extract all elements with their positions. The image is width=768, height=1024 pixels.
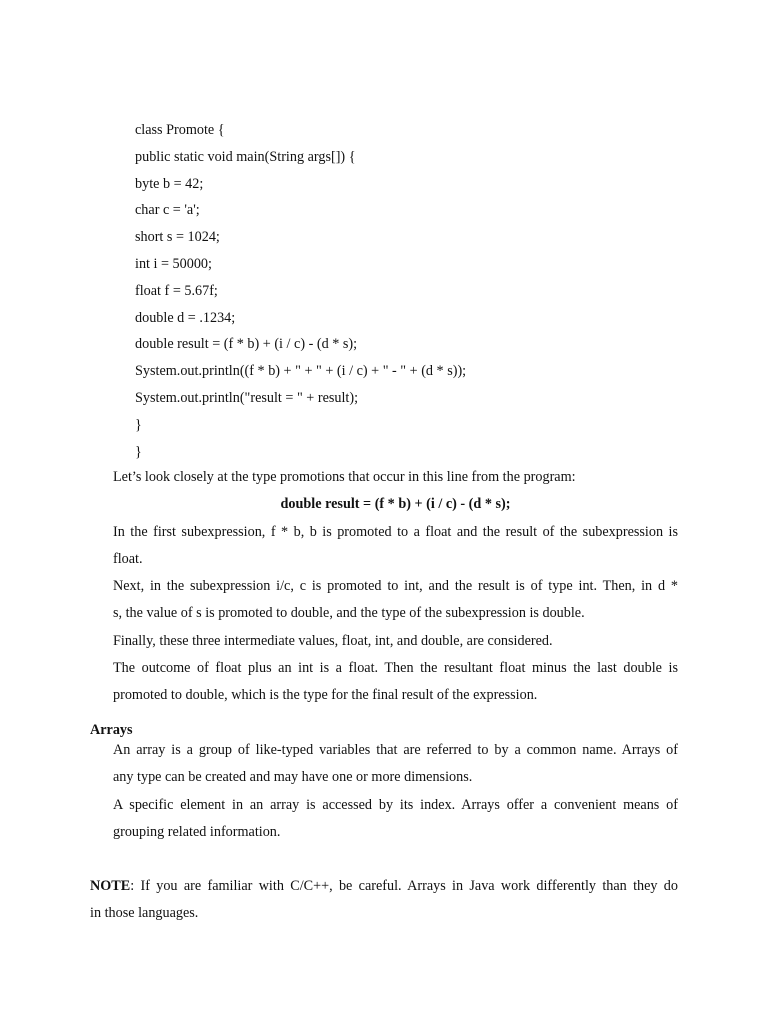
code-line: } — [135, 416, 142, 433]
paragraph-line: A specific element in an array is accessed by its index. Arrays offer a convenient means of — [113, 796, 678, 813]
code-line: System.out.println((f * b) + " + " + (i / c) + " - " + (d * s)); — [135, 363, 467, 380]
note-text: : If you are familiar with C/C++, be careful. Arrays in Java work differently than they do — [130, 878, 678, 894]
code-line: char c = 'a'; — [135, 202, 200, 219]
code-line: double result = (f * b) + (i / c) - (d * s); — [135, 336, 358, 353]
paragraph-line: float. — [113, 550, 143, 567]
code-line: byte b = 42; — [135, 175, 204, 192]
explanation-section — [113, 464, 678, 710]
arrays-section — [113, 737, 678, 846]
paragraph-line: In the first subexpression, f * b, b is promoted to a float and the result of the subexpression is — [113, 523, 678, 540]
code-listing — [135, 117, 695, 465]
code-line: class Promote { — [135, 122, 225, 138]
paragraph-line: grouping related information. — [113, 823, 281, 840]
code-line: short s = 1024; — [135, 229, 220, 246]
paragraph-line: Next, in the subexpression i/c, c is promoted to int, and the result is of type int. Then, in d * — [113, 578, 678, 595]
code-line: int i = 50000; — [135, 255, 212, 272]
code-line: double d = .1234; — [135, 309, 236, 326]
highlighted-statement: double result = (f * b) + (i / c) - (d * s); — [280, 496, 511, 513]
paragraph-line: Finally, these three intermediate values, float, int, and double, are considered. — [113, 632, 553, 649]
code-line: float f = 5.67f; — [135, 282, 218, 299]
note-line — [90, 873, 678, 900]
paragraph-line: any type can be created and may have one or more dimensions. — [113, 769, 473, 786]
paragraph-line: An array is a group of like-typed variables that are referred to by a common name. Arrays of — [113, 742, 678, 758]
section-heading-arrays: Arrays — [90, 722, 133, 738]
paragraph-line: promoted to double, which is the type for the final result of the expression. — [113, 687, 538, 704]
note-callout — [90, 873, 678, 928]
code-line: System.out.println("result = " + result); — [135, 389, 359, 406]
code-line: public static void main(String args[]) { — [135, 148, 356, 165]
paragraph-line: s, the value of s is promoted to double, and the type of the subexpression is double. — [113, 605, 585, 622]
note-label: NOTE — [90, 878, 131, 894]
intro-paragraph: Let’s look closely at the type promotions that occur in this line from the program: — [113, 469, 576, 485]
code-line: } — [135, 443, 142, 460]
paragraph-line: The outcome of float plus an int is a float. Then the resultant float minus the last double is — [113, 660, 678, 677]
note-line: in those languages. — [90, 905, 199, 922]
